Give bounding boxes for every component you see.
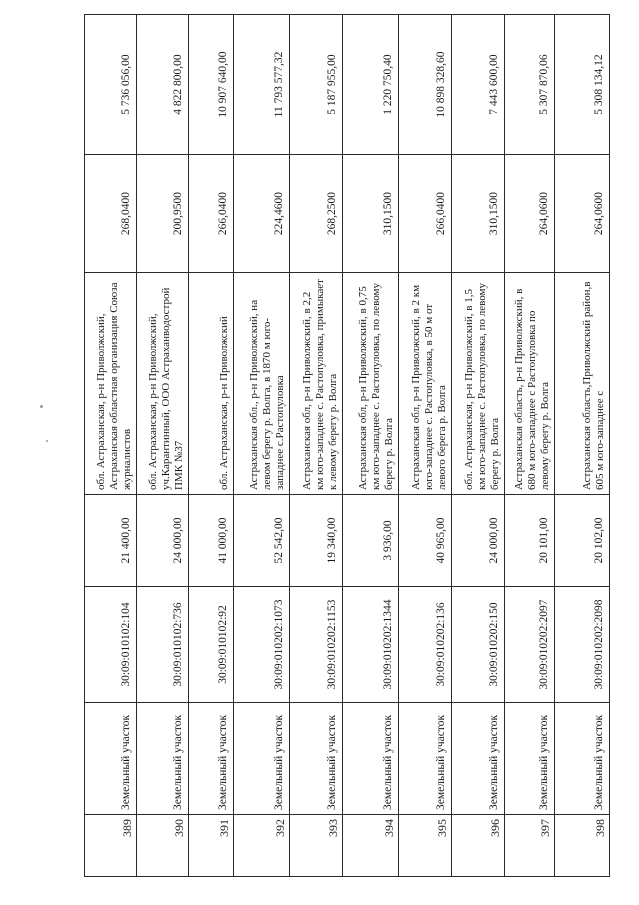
cadastral-number: 30:09:010202:2097 <box>505 587 555 703</box>
plot-address: Астраханская область,Приволжский район,в 605 м юго-западнее с <box>555 273 610 495</box>
row-number: 389 <box>85 815 137 877</box>
cadastral-rate: 268,0400 <box>85 155 137 273</box>
cadastral-number: 30:09:010102:104 <box>85 587 137 703</box>
plot-area: 24 000,00 <box>137 495 189 587</box>
object-type: Земельный участок <box>343 703 399 815</box>
row-number: 391 <box>189 815 234 877</box>
table-row <box>290 15 343 877</box>
object-type: Земельный участок <box>189 703 234 815</box>
land-plots-table <box>84 14 610 877</box>
cadastral-value: 5 308 134,12 <box>555 15 610 155</box>
cadastral-value: 7 443 600,00 <box>452 15 505 155</box>
row-number: 390 <box>137 815 189 877</box>
cadastral-value: 4 822 800,00 <box>137 15 189 155</box>
object-type: Земельный участок <box>290 703 343 815</box>
cadastral-value: 5 307 870,06 <box>505 15 555 155</box>
row-number: 393 <box>290 815 343 877</box>
cadastral-number: 30:09:010202:1344 <box>343 587 399 703</box>
table-row <box>399 15 452 877</box>
row-number: 392 <box>234 815 290 877</box>
object-type: Земельный участок <box>505 703 555 815</box>
plot-area: 40 965,00 <box>399 495 452 587</box>
cadastral-value: 1 220 750,40 <box>343 15 399 155</box>
cadastral-rate: 200,9500 <box>137 155 189 273</box>
cadastral-rate: 268,2500 <box>290 155 343 273</box>
table-row <box>343 15 399 877</box>
cadastral-rate: 264,0600 <box>555 155 610 273</box>
plot-address: Астраханская обл, р-н Приволжский, в 2 км юго-западнее с. Растопуловка, в 50 м от левого берега р. Волга <box>399 273 452 495</box>
plot-address: Астраханская обл, р-н Приволжский, в 2,2 км юго-западнее с. Растопуловка, примыкает к левому берегу р. Волга <box>290 273 343 495</box>
cadastral-value: 10 898 328,60 <box>399 15 452 155</box>
plot-address: Астраханская обл, р-н Приволжский, в 0,75 км юго-западнее с. Растопуловка, по левому берегу р. Волга <box>343 273 399 495</box>
row-number: 398 <box>555 815 610 877</box>
cadastral-number: 30:09:010202:1073 <box>234 587 290 703</box>
scan-speck <box>46 440 48 442</box>
cadastral-value: 11 793 577,32 <box>234 15 290 155</box>
plot-area: 21 400,00 <box>85 495 137 587</box>
cadastral-number: 30:09:010202:150 <box>452 587 505 703</box>
table-row <box>137 15 189 877</box>
table-row <box>555 15 610 877</box>
cadastral-rate: 310,1500 <box>452 155 505 273</box>
table-row <box>452 15 505 877</box>
table-row <box>85 15 137 877</box>
cadastral-rate: 264,0600 <box>505 155 555 273</box>
table-row <box>189 15 234 877</box>
cadastral-value: 10 907 640,00 <box>189 15 234 155</box>
table-row <box>234 15 290 877</box>
plot-area: 20 101,00 <box>505 495 555 587</box>
cadastral-number: 30:09:010102:736 <box>137 587 189 703</box>
plot-area: 3 936,00 <box>343 495 399 587</box>
object-type: Земельный участок <box>399 703 452 815</box>
cadastral-rate: 266,0400 <box>189 155 234 273</box>
cadastral-rate: 224,4600 <box>234 155 290 273</box>
plot-address: Астраханская область, р-н Приволжский, в 680 м юго-западнее с Растопуловка по левому берегу р. Волга <box>505 273 555 495</box>
rotated-table-wrapper <box>84 15 610 877</box>
object-type: Земельный участок <box>85 703 137 815</box>
cadastral-rate: 266,0400 <box>399 155 452 273</box>
cadastral-rate: 310,1500 <box>343 155 399 273</box>
plot-area: 52 542,00 <box>234 495 290 587</box>
scan-speck <box>40 405 43 408</box>
plot-address: Астраханская обл., р-н Приволжский, на левом берегу р. Волга, в 1870 м юго-западнее с.Растопуловка <box>234 273 290 495</box>
cadastral-value: 5 187 955,00 <box>290 15 343 155</box>
object-type: Земельный участок <box>452 703 505 815</box>
cadastral-value: 5 736 056,00 <box>85 15 137 155</box>
plot-area: 20 102,00 <box>555 495 610 587</box>
object-type: Земельный участок <box>234 703 290 815</box>
row-number: 397 <box>505 815 555 877</box>
table-row <box>505 15 555 877</box>
plot-area: 24 000,00 <box>452 495 505 587</box>
plot-address: обл. Астраханская, р-н Приволжский, в 1,5 км юго-западнее с. Растопуловка, по левому берегу р. Волга <box>452 273 505 495</box>
plot-area: 41 000,00 <box>189 495 234 587</box>
cadastral-number: 30:09:010202:1153 <box>290 587 343 703</box>
plot-address: обл. Астраханская, р-н Приволжский, Астраханская областная организация Союза журналистов <box>85 273 137 495</box>
cadastral-number: 30:09:010202:2098 <box>555 587 610 703</box>
object-type: Земельный участок <box>555 703 610 815</box>
cadastral-number: 30:09:010202:136 <box>399 587 452 703</box>
row-number: 396 <box>452 815 505 877</box>
object-type: Земельный участок <box>137 703 189 815</box>
plot-address: обл. Астраханская, р-н Приволжский, уч.Карантинный, ООО Астраханводострой ПМК №37 <box>137 273 189 495</box>
plot-address: обл. Астраханская, р-н Приволжский <box>189 273 234 495</box>
row-number: 395 <box>399 815 452 877</box>
row-number: 394 <box>343 815 399 877</box>
plot-area: 19 340,00 <box>290 495 343 587</box>
cadastral-number: 30:09:010102:92 <box>189 587 234 703</box>
